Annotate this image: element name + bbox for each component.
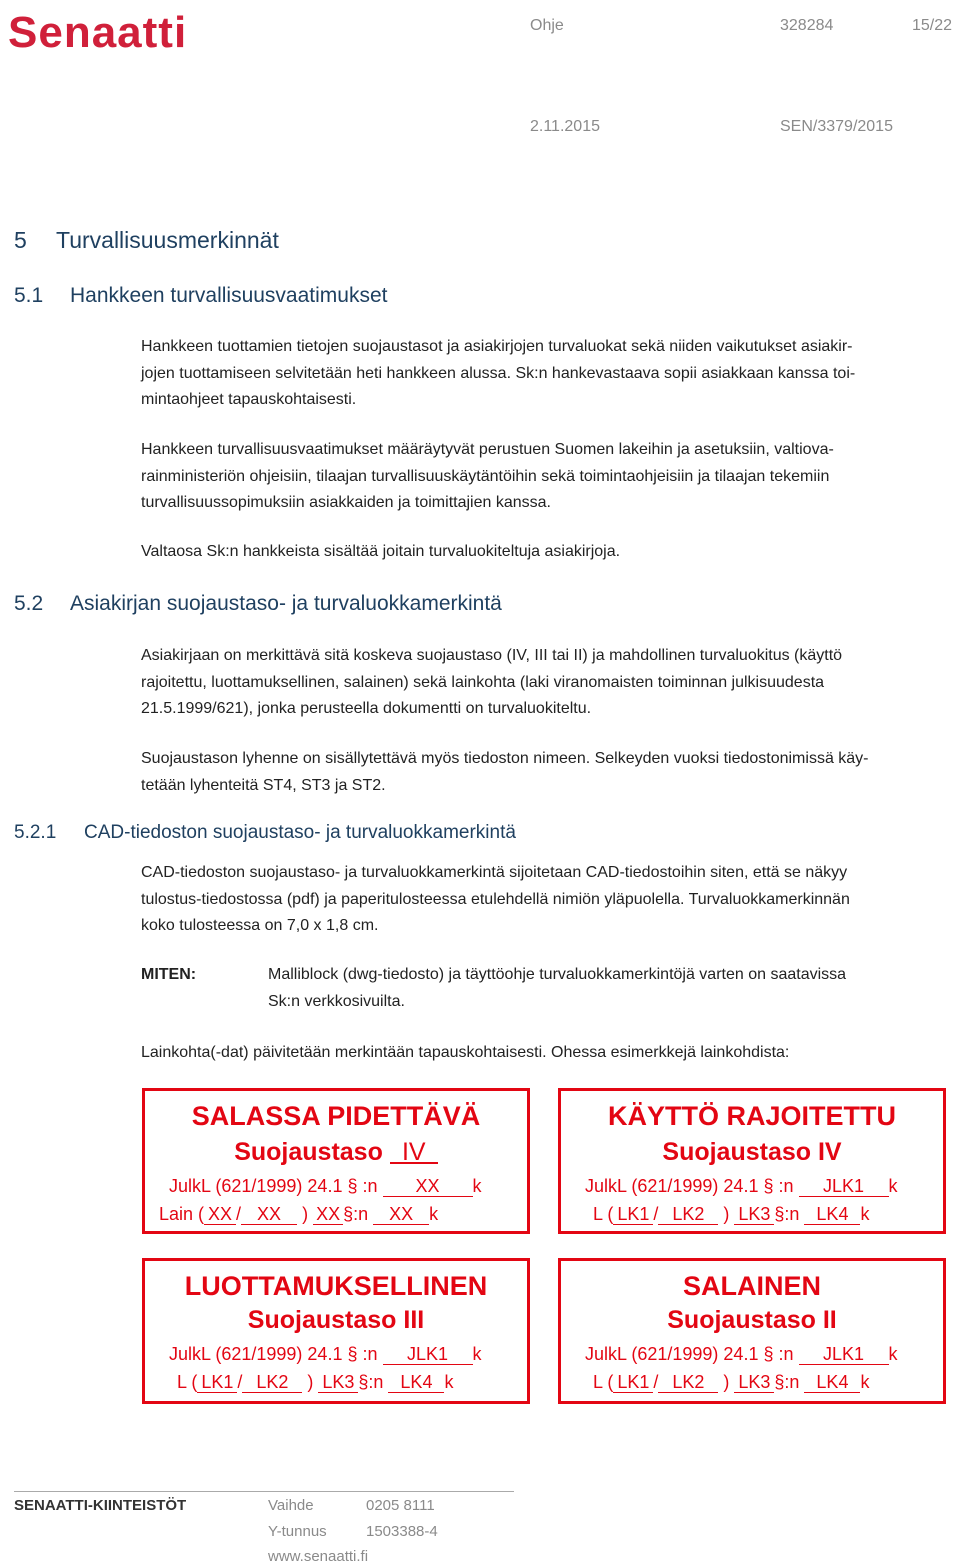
stamp-kaytto-rajoitettu <box>558 1088 946 1234</box>
doc-date: 2.11.2015 <box>530 118 600 135</box>
senaatti-logo: Senaatti <box>8 8 188 57</box>
stamp-lain-line: Lain ( XX / XX ) XX §:n XX k <box>159 1204 439 1224</box>
paragraph-5-2-a: Asiakirjaan on merkittävä sitä koskeva suojaustaso (IV, III tai II) ja mahdollinen turvaluokitus (käyttö rajoitettu, luottamuksellinen, salainen) sekä lainkohta (laki viranomaisten toiminnan julkisuudesta 21.5.1999/621), jonka perusteella dokumentti on turvaluokiteltu. <box>141 647 843 717</box>
paragraph-5-2-1-b: Lainkohta(-dat) päivitetään merkintään tapauskohtaisesti. Ohessa esimerkkejä lainkohdista: <box>141 1044 790 1061</box>
footer-vaihde-value: 0205 8111 <box>366 1497 435 1514</box>
section-5-1-title: Hankkeen turvallisuusvaatimukset <box>70 284 388 307</box>
stamp-julkl-line: JulkL (621/1999) 24.1 § :n XX k <box>169 1176 482 1196</box>
section-5-number: 5 <box>14 227 27 253</box>
stamp-level: Suojaustaso IV <box>662 1138 842 1166</box>
doc-reference: SEN/3379/2015 <box>780 118 893 135</box>
miten-label: MITEN: <box>141 966 197 983</box>
stamp-julkl-line: JulkL (621/1999) 24.1 § :n JLK1 k <box>169 1344 482 1364</box>
stamp-julkl-line: JulkL (621/1999) 24.1 § :n JLK1 k <box>585 1344 898 1364</box>
footer-ytunnus-label: Y-tunnus <box>268 1523 327 1540</box>
stamp-l-line: L ( LK1 / LK2 ) LK3 §:n LK4 k <box>177 1372 454 1392</box>
section-5-2-1-number: 5.2.1 <box>14 822 57 843</box>
stamp-salainen <box>558 1258 946 1404</box>
stamp-level: Suojaustaso II <box>667 1306 837 1334</box>
doc-number: 328284 <box>780 17 834 34</box>
stamp-l-line: L ( LK1 / LK2 ) LK3 §:n LK4 k <box>593 1372 870 1392</box>
footer-vaihde-label: Vaihde <box>268 1497 314 1514</box>
paragraph-5-1-c: Valtaosa Sk:n hankkeista sisältää joitain turvaluokiteltuja asiakirjoja. <box>141 543 621 560</box>
section-5-title: Turvallisuusmerkinnät <box>56 227 279 253</box>
paragraph-5-1-b: Hankkeen turvallisuusvaatimukset määräytyvät perustuen Suomen lakeihin ja asetuksiin, valtiova- rainministeriön ohjeisiin, tilaajan turvallisuuskäytäntöihin sekä toimintaohjeisiin ja tilaajan tekemiin turvallisuussopimuksiin asiakkaiden ja toimittajien kanssa. <box>141 441 834 511</box>
stamp-salassa-pidettava <box>142 1088 530 1234</box>
stamp-julkl-line: JulkL (621/1999) 24.1 § :n JLK1 k <box>585 1176 898 1196</box>
stamp-title: KÄYTTÖ RAJOITETTU <box>608 1101 896 1131</box>
stamp-l-line: L ( LK1 / LK2 ) LK3 §:n LK4 k <box>593 1204 870 1224</box>
paragraph-5-2-1-a: CAD-tiedoston suojaustaso- ja turvaluokkamerkintä sijoitetaan CAD-tiedostoihin siten, että se näkyy tulostus-tiedostossa (pdf) ja paperitulosteessa etulehdellä nimiön yläpuolella. Turvaluokkamerkinnän koko tulosteessa on 7,0 x 1,8 cm. <box>141 864 850 934</box>
footer-company: SENAATTI-KIINTEISTÖT <box>14 1497 187 1514</box>
stamp-title: SALASSA PIDETTÄVÄ <box>191 1101 481 1131</box>
paragraph-5-2-b: Suojaustason lyhenne on sisällytettävä myös tiedoston nimeen. Selkeyden vuoksi tiedostonimissä käy- tetään lyhenteitä ST4, ST3 ja ST2. <box>141 750 869 794</box>
stamp-level: Suojaustaso IV <box>145 1138 527 1167</box>
miten-text: Malliblock (dwg-tiedosto) ja täyttöohje turvaluokkamerkintöjä varten on saatavissa Sk:n verkkosivuilta. <box>268 966 847 1010</box>
stamp-level: Suojaustaso III <box>247 1306 425 1334</box>
footer-ytunnus-value: 1503388-4 <box>366 1523 438 1540</box>
stamp-luottamuksellinen <box>142 1258 530 1404</box>
doc-type: Ohje <box>530 17 564 34</box>
section-5-2-number: 5.2 <box>14 592 44 615</box>
stamp-title: SALAINEN <box>682 1271 821 1301</box>
footer-website-link[interactable]: www.senaatti.fi <box>268 1548 369 1565</box>
section-5-1-number: 5.1 <box>14 284 44 307</box>
footer-divider <box>14 1491 514 1492</box>
section-5-2-title: Asiakirjan suojaustaso- ja turvaluokkamerkintä <box>70 592 502 615</box>
stamp-title: LUOTTAMUKSELLINEN <box>184 1271 488 1301</box>
paragraph-5-1-a: Hankkeen tuottamien tietojen suojaustasot ja asiakirjojen turvaluokat sekä niiden vaikutukset asiakir- jojen tuottamiseen selvitetään heti hankkeen alussa. Sk:n hankevastaava sopii asiakkaan kanssa toi- mintaohjeet tapauskohtaisesti. <box>141 338 856 408</box>
section-5-2-1-title: CAD-tiedoston suojaustaso- ja turvaluokkamerkintä <box>84 822 516 843</box>
page-number: 15/22 <box>912 17 953 34</box>
